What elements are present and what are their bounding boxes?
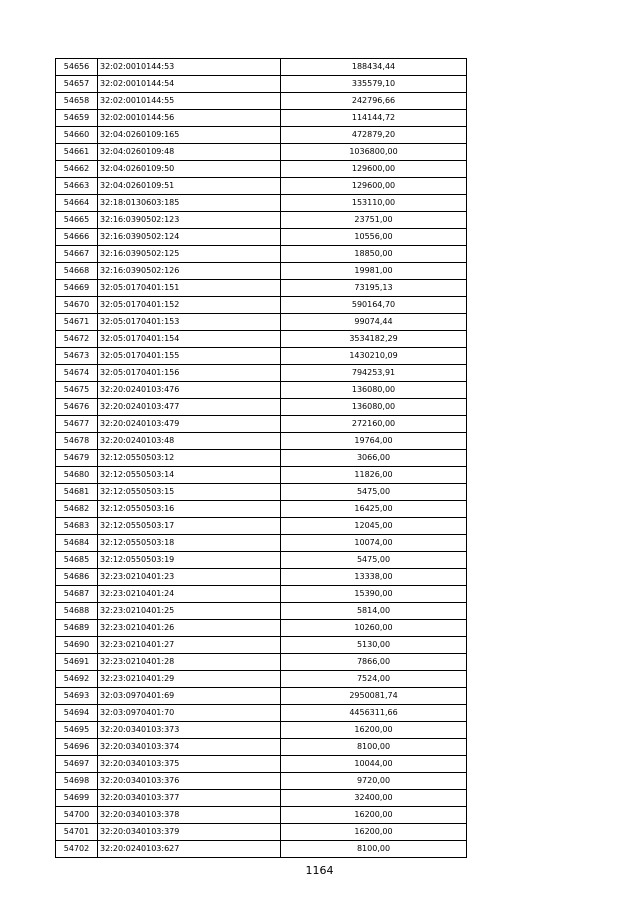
- row-number-cell: 54691: [56, 654, 98, 671]
- table-row: [56, 382, 467, 399]
- value-cell: 10074,00: [281, 535, 467, 552]
- row-number-cell: 54682: [56, 501, 98, 518]
- value-cell: 73195,13: [281, 280, 467, 297]
- row-number-cell: 54672: [56, 331, 98, 348]
- table-row: [56, 416, 467, 433]
- cadastral-number-cell: 32:02:0010144:54: [98, 76, 281, 93]
- cadastral-number-cell: 32:12:0550503:17: [98, 518, 281, 535]
- value-cell: 11826,00: [281, 467, 467, 484]
- table-row: [56, 824, 467, 841]
- cadastral-number-cell: 32:05:0170401:151: [98, 280, 281, 297]
- cadastral-number-cell: 32:02:0010144:56: [98, 110, 281, 127]
- table-row: [56, 756, 467, 773]
- table-row: [56, 314, 467, 331]
- cadastral-number-cell: 32:04:0260109:165: [98, 127, 281, 144]
- cadastral-number-cell: 32:23:0210401:24: [98, 586, 281, 603]
- table-row: [56, 569, 467, 586]
- row-number-cell: 54678: [56, 433, 98, 450]
- cadastral-number-cell: 32:05:0170401:152: [98, 297, 281, 314]
- value-cell: 114144,72: [281, 110, 467, 127]
- cadastral-number-cell: 32:12:0550503:14: [98, 467, 281, 484]
- table-row: [56, 467, 467, 484]
- row-number-cell: 54687: [56, 586, 98, 603]
- row-number-cell: 54683: [56, 518, 98, 535]
- value-cell: 3534182,29: [281, 331, 467, 348]
- table-row: [56, 450, 467, 467]
- value-cell: 2950081,74: [281, 688, 467, 705]
- table-row: [56, 212, 467, 229]
- value-cell: 5475,00: [281, 484, 467, 501]
- cadastral-number-cell: 32:05:0170401:153: [98, 314, 281, 331]
- row-number-cell: 54694: [56, 705, 98, 722]
- value-cell: 136080,00: [281, 382, 467, 399]
- row-number-cell: 54688: [56, 603, 98, 620]
- row-number-cell: 54661: [56, 144, 98, 161]
- cadastral-number-cell: 32:12:0550503:19: [98, 552, 281, 569]
- row-number-cell: 54657: [56, 76, 98, 93]
- row-number-cell: 54679: [56, 450, 98, 467]
- cadastral-number-cell: 32:05:0170401:154: [98, 331, 281, 348]
- table-row: [56, 144, 467, 161]
- value-cell: 129600,00: [281, 161, 467, 178]
- value-cell: 13338,00: [281, 569, 467, 586]
- cadastral-number-cell: 32:05:0170401:155: [98, 348, 281, 365]
- table-row: [56, 110, 467, 127]
- row-number-cell: 54673: [56, 348, 98, 365]
- table-row: [56, 790, 467, 807]
- cadastral-number-cell: 32:03:0970401:70: [98, 705, 281, 722]
- row-number-cell: 54674: [56, 365, 98, 382]
- value-cell: 9720,00: [281, 773, 467, 790]
- cadastral-number-cell: 32:04:0260109:50: [98, 161, 281, 178]
- row-number-cell: 54667: [56, 246, 98, 263]
- cadastral-number-cell: 32:02:0010144:55: [98, 93, 281, 110]
- value-cell: 16425,00: [281, 501, 467, 518]
- value-cell: 4456311,66: [281, 705, 467, 722]
- row-number-cell: 54685: [56, 552, 98, 569]
- table-row: [56, 535, 467, 552]
- cadastral-number-cell: 32:02:0010144:53: [98, 59, 281, 76]
- cadastral-number-cell: 32:23:0210401:29: [98, 671, 281, 688]
- cadastral-number-cell: 32:12:0550503:16: [98, 501, 281, 518]
- table-row: [56, 59, 467, 76]
- table-row: [56, 501, 467, 518]
- cadastral-number-cell: 32:12:0550503:18: [98, 535, 281, 552]
- value-cell: 18850,00: [281, 246, 467, 263]
- value-cell: 242796,66: [281, 93, 467, 110]
- value-cell: 5475,00: [281, 552, 467, 569]
- table-row: [56, 518, 467, 535]
- table-row: [56, 297, 467, 314]
- row-number-cell: 54670: [56, 297, 98, 314]
- value-cell: 8100,00: [281, 841, 467, 858]
- value-cell: 12045,00: [281, 518, 467, 535]
- row-number-cell: 54669: [56, 280, 98, 297]
- row-number-cell: 54675: [56, 382, 98, 399]
- value-cell: 19764,00: [281, 433, 467, 450]
- cadastral-number-cell: 32:20:0340103:373: [98, 722, 281, 739]
- table-row: [56, 433, 467, 450]
- row-number-cell: 54676: [56, 399, 98, 416]
- value-cell: 32400,00: [281, 790, 467, 807]
- table-row: [56, 246, 467, 263]
- value-cell: 188434,44: [281, 59, 467, 76]
- table-row: [56, 178, 467, 195]
- value-cell: 99074,44: [281, 314, 467, 331]
- table-row: [56, 637, 467, 654]
- row-number-cell: 54689: [56, 620, 98, 637]
- table-row: [56, 331, 467, 348]
- cadastral-number-cell: 32:16:0390502:123: [98, 212, 281, 229]
- value-cell: 129600,00: [281, 178, 467, 195]
- row-number-cell: 54692: [56, 671, 98, 688]
- row-number-cell: 54699: [56, 790, 98, 807]
- row-number-cell: 54659: [56, 110, 98, 127]
- cadastral-number-cell: 32:20:0240103:48: [98, 433, 281, 450]
- table-row: [56, 705, 467, 722]
- row-number-cell: 54662: [56, 161, 98, 178]
- value-cell: 272160,00: [281, 416, 467, 433]
- cadastral-number-cell: 32:16:0390502:126: [98, 263, 281, 280]
- table-row: [56, 807, 467, 824]
- value-cell: 136080,00: [281, 399, 467, 416]
- row-number-cell: 54666: [56, 229, 98, 246]
- cadastral-number-cell: 32:04:0260109:48: [98, 144, 281, 161]
- row-number-cell: 54698: [56, 773, 98, 790]
- table-row: [56, 195, 467, 212]
- table-row: [56, 688, 467, 705]
- cadastral-number-cell: 32:04:0260109:51: [98, 178, 281, 195]
- table-row: [56, 586, 467, 603]
- row-number-cell: 54701: [56, 824, 98, 841]
- cadastral-number-cell: 32:12:0550503:12: [98, 450, 281, 467]
- value-cell: 5814,00: [281, 603, 467, 620]
- cadastral-number-cell: 32:20:0340103:375: [98, 756, 281, 773]
- row-number-cell: 54664: [56, 195, 98, 212]
- table-row: [56, 229, 467, 246]
- cadastral-number-cell: 32:20:0240103:477: [98, 399, 281, 416]
- table-row: [56, 654, 467, 671]
- table-row: [56, 739, 467, 756]
- cadastral-number-cell: 32:05:0170401:156: [98, 365, 281, 382]
- value-cell: 10556,00: [281, 229, 467, 246]
- value-cell: 16200,00: [281, 824, 467, 841]
- value-cell: 16200,00: [281, 722, 467, 739]
- value-cell: 7866,00: [281, 654, 467, 671]
- value-cell: 10260,00: [281, 620, 467, 637]
- row-number-cell: 54656: [56, 59, 98, 76]
- value-cell: 5130,00: [281, 637, 467, 654]
- cadastral-number-cell: 32:20:0240103:479: [98, 416, 281, 433]
- value-cell: 7524,00: [281, 671, 467, 688]
- table-row: [56, 603, 467, 620]
- table-row: [56, 263, 467, 280]
- cadastral-number-cell: 32:20:0340103:376: [98, 773, 281, 790]
- table-row: [56, 671, 467, 688]
- row-number-cell: 54680: [56, 467, 98, 484]
- row-number-cell: 54696: [56, 739, 98, 756]
- row-number-cell: 54695: [56, 722, 98, 739]
- cadastral-number-cell: 32:03:0970401:69: [98, 688, 281, 705]
- table-body: [56, 59, 467, 858]
- cadastral-number-cell: 32:18:0130603:185: [98, 195, 281, 212]
- table-row: [56, 620, 467, 637]
- cadastral-number-cell: 32:23:0210401:26: [98, 620, 281, 637]
- table-row: [56, 773, 467, 790]
- value-cell: 8100,00: [281, 739, 467, 756]
- row-number-cell: 54668: [56, 263, 98, 280]
- value-cell: 153110,00: [281, 195, 467, 212]
- table-row: [56, 841, 467, 858]
- cadastral-number-cell: 32:20:0340103:379: [98, 824, 281, 841]
- value-cell: 794253,91: [281, 365, 467, 382]
- table-row: [56, 484, 467, 501]
- cadastral-number-cell: 32:23:0210401:25: [98, 603, 281, 620]
- row-number-cell: 54677: [56, 416, 98, 433]
- value-cell: 19981,00: [281, 263, 467, 280]
- cadastral-value-table: [55, 58, 467, 858]
- table-row: [56, 161, 467, 178]
- cadastral-number-cell: 32:12:0550503:15: [98, 484, 281, 501]
- value-cell: 1430210,09: [281, 348, 467, 365]
- row-number-cell: 54663: [56, 178, 98, 195]
- value-cell: 16200,00: [281, 807, 467, 824]
- row-number-cell: 54686: [56, 569, 98, 586]
- table-row: [56, 552, 467, 569]
- row-number-cell: 54681: [56, 484, 98, 501]
- value-cell: 1036800,00: [281, 144, 467, 161]
- value-cell: 3066,00: [281, 450, 467, 467]
- row-number-cell: 54702: [56, 841, 98, 858]
- row-number-cell: 54660: [56, 127, 98, 144]
- value-cell: 335579,10: [281, 76, 467, 93]
- table-row: [56, 348, 467, 365]
- table-row: [56, 93, 467, 110]
- table-row: [56, 722, 467, 739]
- page-number: 1164: [305, 864, 334, 877]
- value-cell: 472879,20: [281, 127, 467, 144]
- row-number-cell: 54665: [56, 212, 98, 229]
- value-cell: 10044,00: [281, 756, 467, 773]
- cadastral-number-cell: 32:23:0210401:27: [98, 637, 281, 654]
- row-number-cell: 54684: [56, 535, 98, 552]
- cadastral-number-cell: 32:16:0390502:124: [98, 229, 281, 246]
- row-number-cell: 54671: [56, 314, 98, 331]
- table-row: [56, 127, 467, 144]
- table-row: [56, 76, 467, 93]
- cadastral-number-cell: 32:20:0240103:476: [98, 382, 281, 399]
- row-number-cell: 54693: [56, 688, 98, 705]
- row-number-cell: 54658: [56, 93, 98, 110]
- row-number-cell: 54697: [56, 756, 98, 773]
- table-row: [56, 365, 467, 382]
- cadastral-number-cell: 32:20:0340103:378: [98, 807, 281, 824]
- cadastral-number-cell: 32:20:0240103:627: [98, 841, 281, 858]
- cadastral-number-cell: 32:16:0390502:125: [98, 246, 281, 263]
- cadastral-number-cell: 32:23:0210401:28: [98, 654, 281, 671]
- cadastral-number-cell: 32:23:0210401:23: [98, 569, 281, 586]
- value-cell: 590164,70: [281, 297, 467, 314]
- table-row: [56, 399, 467, 416]
- cadastral-number-cell: 32:20:0340103:377: [98, 790, 281, 807]
- table-row: [56, 280, 467, 297]
- row-number-cell: 54690: [56, 637, 98, 654]
- cadastral-number-cell: 32:20:0340103:374: [98, 739, 281, 756]
- value-cell: 15390,00: [281, 586, 467, 603]
- value-cell: 23751,00: [281, 212, 467, 229]
- row-number-cell: 54700: [56, 807, 98, 824]
